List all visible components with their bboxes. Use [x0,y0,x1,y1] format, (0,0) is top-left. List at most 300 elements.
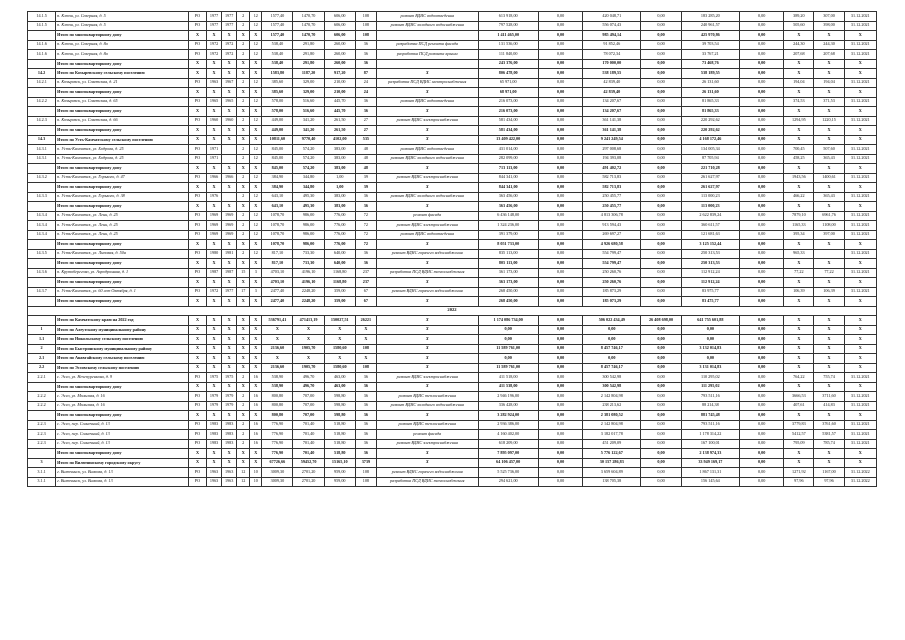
unit-cost-cell: X [784,325,814,335]
floors-cell: X [237,382,250,392]
address-cell: п. Усть-Камчатск, ул. Лени, д. 25 [56,221,189,231]
built-year-cell: X [207,240,222,250]
address-cell: с. Эссо, пер. Солнечный, д. 13 [56,439,189,449]
address-cell: г. Вилючинск, ул. Вилкова, д. 13 [56,477,189,487]
walls-cell: X [250,183,262,193]
max-unit-cost-cell: 414,83 [814,401,844,411]
work-type-cell: разработка ПСД ремонта фасада [376,40,478,50]
row-number-cell: 1 [28,325,56,335]
deadline-cell: X [844,316,876,326]
max-unit-cost-cell: X [814,363,844,373]
built-year-cell: 1980 [207,249,222,259]
table-row [28,477,877,487]
residents-cell: 48 [355,164,376,174]
residents-cell: 87 [355,69,376,79]
local-funds-cell: 0,00 [641,164,681,174]
floors-cell: 2 [237,401,250,411]
total-area-cell: 3009,30 [262,468,293,478]
floors-cell: 2 [237,192,250,202]
residents-cell: X [355,325,376,335]
built-year-cell: 1976 [207,192,222,202]
work-type-cell: X [376,259,478,269]
total-area-cell: 1078,70 [262,211,293,221]
total-area-cell: 449,00 [262,126,293,136]
owner-funds-cell: 221 710,28 [681,164,739,174]
roof-area-cell: 383,00 [324,164,355,174]
program-cell: X [188,259,206,269]
local-funds-cell: 0,00 [641,221,681,231]
roof-area-cell: 598,80 [324,401,355,411]
max-unit-cost-cell: X [814,354,844,364]
deadline-cell: 31.12.2021 [844,230,876,240]
work-type-cell: X [376,278,478,288]
unit-cost-cell: X [784,59,814,69]
walls-cell: 12 [250,50,262,60]
program-cell: X [188,316,206,326]
living-area-cell: 1470,70 [293,21,324,31]
other-funds-cell: 0,00 [740,230,784,240]
federal-funds-cell: 0,00 [538,31,582,41]
row-number-cell: 14.2 [28,69,56,79]
floors-cell: 2 [237,392,250,402]
commissioned-year-cell: 1972 [222,50,237,60]
commissioned-year-cell [222,145,237,155]
program-cell: РО [188,211,206,221]
local-funds-cell: 0,00 [641,240,681,250]
residents-cell: 108 [355,12,376,22]
subtotal-row [28,382,877,392]
total-cost-cell: 13 409 422,00 [478,135,538,145]
owner-funds-cell: 261 627,97 [681,183,739,193]
federal-funds-cell: 0,00 [538,268,582,278]
work-type-cell: X [376,411,478,421]
commissioned-year-cell: 1983 [222,420,237,430]
regional-funds-cell: 138 705,38 [583,477,641,487]
roof-area-cell: 210,00 [324,78,355,88]
program-cell: РО [188,97,206,107]
federal-funds-cell: 0,00 [538,78,582,88]
work-type-cell: разработка ПСД ремонта крыши [376,50,478,60]
unit-cost-cell: 965,33 [784,249,814,259]
unit-cost-cell: 458,25 [784,154,814,164]
residents-cell: 39 [355,173,376,183]
max-unit-cost-cell: X [814,411,844,421]
deadline-cell: 31.12.2021 [844,439,876,449]
max-unit-cost-cell: 207,68 [814,50,844,60]
residents-cell: 535 [355,135,376,145]
built-year-cell: 1979 [207,401,222,411]
deadline-cell: 31.12.2021 [844,50,876,60]
other-funds-cell: 0,00 [740,135,784,145]
federal-funds-cell: 0,00 [538,107,582,117]
subtotal-row [28,183,877,193]
deadline-cell: X [844,278,876,288]
walls-cell: X [250,126,262,136]
roof-area-cell: X [324,325,355,335]
row-number-cell: 2.1 [28,354,56,364]
regional-funds-cell: 491 402,72 [583,164,641,174]
owner-funds-cell: 112 912,24 [681,268,739,278]
living-area-cell: 496,70 [293,382,324,392]
owner-funds-cell: 81 865,33 [681,107,739,117]
total-cost-cell: 111 840,00 [478,50,538,60]
living-area-cell: 574,20 [293,154,324,164]
walls-cell: 16 [250,439,262,449]
roof-area-cell: 150027,51 [324,316,355,326]
subtotal-row [28,325,877,335]
residents-cell: 27 [355,126,376,136]
total-area-cell: 1577,40 [262,12,293,22]
deadline-cell: 31.12.2021 [844,211,876,221]
address-cell: Итого по многоквартирному дому [56,183,189,193]
address-cell: п. Ключи, ул. Северная, д. 8а [56,40,189,50]
roof-area-cell: 1,00 [324,173,355,183]
work-type-cell: ремонт ВДИС водоотведения [376,230,478,240]
total-area-cell: 776,90 [262,449,293,459]
living-area-cell: 344,80 [293,173,324,183]
local-funds-cell: 0,00 [641,449,681,459]
row-number-cell: 2.2.2 [28,392,56,402]
row-number-cell [28,240,56,250]
walls-cell: X [250,458,262,468]
other-funds-cell: 0,00 [740,287,784,297]
local-funds-cell: 0,00 [641,12,681,22]
deadline-cell: X [844,59,876,69]
unit-cost-cell: X [784,382,814,392]
total-cost-cell: 1 324 236,00 [478,221,538,231]
regional-funds-cell: 78 072,34 [583,50,641,60]
total-cost-cell: 835 113,00 [478,249,538,259]
total-area-cell: 800,80 [262,401,293,411]
unit-cost-cell: 395,34 [784,230,814,240]
walls-cell: X [250,59,262,69]
roof-area-cell: 640,00 [324,259,355,269]
built-year-cell: 1971 [207,145,222,155]
program-cell: X [188,240,206,250]
program-cell: X [188,344,206,354]
row-number-cell [28,449,56,459]
work-type-cell: X [376,202,478,212]
walls-cell: 12 [250,249,262,259]
unit-cost-cell: X [784,297,814,307]
local-funds-cell: 26 408 698,00 [641,316,681,326]
total-cost-cell: 0,00 [478,335,538,345]
deadline-cell: 31.12.2021 [844,12,876,22]
address-cell: с. Эссо, пер. Солнечный, д. 13 [56,420,189,430]
living-area-cell: 2248,20 [293,287,324,297]
address-cell: Итого по многоквартирному дому [56,164,189,174]
living-area-cell: 733,30 [293,249,324,259]
commissioned-year-cell: 1975 [222,373,237,383]
roof-area-cell: X [324,354,355,364]
deadline-cell: 31.12.2021 [844,145,876,155]
federal-funds-cell: 0,00 [538,477,582,487]
walls-cell: X [250,363,262,373]
total-cost-cell: 361 173,00 [478,268,538,278]
owner-funds-cell: 538 189,55 [681,69,739,79]
floors-cell: 2 [237,430,250,440]
unit-cost-cell: X [784,31,814,41]
work-type-cell: ремонт ВДИС холодного водоснабжения [376,192,478,202]
max-unit-cost-cell: X [814,202,844,212]
living-area-cell: 471413,19 [293,316,324,326]
work-type-cell: ремонт ВДИС холодного водоснабжения [376,154,478,164]
work-type-cell: X [376,344,478,354]
regional-funds-cell: 30 157 286,83 [583,458,641,468]
row-number-cell [28,59,56,69]
work-type-cell: X [376,135,478,145]
total-cost-cell: 5 525 736,00 [478,468,538,478]
other-funds-cell: 0,00 [740,259,784,269]
built-year-cell: X [207,69,222,79]
residents-cell: 36 [355,411,376,421]
max-unit-cost-cell: X [814,135,844,145]
regional-funds-cell: 42 839,40 [583,88,641,98]
built-year-cell: 1969 [207,221,222,231]
address-cell: п. Усть-Камчатск, ул. Лени, д. 25 [56,230,189,240]
program-cell: РО [188,173,206,183]
subtotal-row [28,316,877,326]
work-type-cell: ремонт ВДИС электроснабжения [376,116,478,126]
residents-cell: 108 [355,363,376,373]
other-funds-cell: 0,00 [740,50,784,60]
roof-area-cell: 260,00 [324,50,355,60]
residents-cell: 67 [355,297,376,307]
floors-cell: 2 [237,211,250,221]
floors-cell: X [237,363,250,373]
local-funds-cell: 0,00 [641,78,681,88]
residents-cell: X [355,335,376,345]
max-unit-cost-cell: X [814,259,844,269]
owner-funds-cell: 220 292,62 [681,116,739,126]
table-row [28,373,877,383]
address-cell: Итого по Алеутскому муниципальному району [56,325,189,335]
floors-cell: 2 [237,78,250,88]
floors-cell: X [237,325,250,335]
unit-cost-cell: X [784,335,814,345]
address-cell: п. Ключи, ул. Северная, д. 8а [56,50,189,60]
row-number-cell: 14.3.2 [28,173,56,183]
total-area-cell: 4703,10 [262,278,293,288]
regional-funds-cell: 238 213,62 [583,401,641,411]
floors-cell: 2 [237,145,250,155]
address-cell: Итого по многоквартирному дому [56,126,189,136]
max-unit-cost-cell: X [814,335,844,345]
federal-funds-cell: 0,00 [538,430,582,440]
address-cell: Итого по многоквартирному дому [56,297,189,307]
unit-cost-cell: 97,96 [784,477,814,487]
commissioned-year-cell [222,154,237,164]
program-cell: РО [188,40,206,50]
walls-cell: X [250,164,262,174]
total-area-cell: X [262,335,293,345]
federal-funds-cell: 0,00 [538,439,582,449]
federal-funds-cell: 0,00 [538,297,582,307]
commissioned-year-cell: X [222,88,237,98]
other-funds-cell: 0,00 [740,78,784,88]
local-funds-cell: 0,00 [641,69,681,79]
commissioned-year-cell: X [222,69,237,79]
owner-funds-cell: 250 313,53 [681,259,739,269]
total-area-cell: 1078,70 [262,240,293,250]
commissioned-year-cell: 1972 [222,40,237,50]
deadline-cell: 31.12.2021 [844,268,876,278]
program-cell: X [188,278,206,288]
floors-cell: 2 [237,249,250,259]
total-area-cell: 643,10 [262,192,293,202]
roof-area-cell: 518,80 [324,449,355,459]
table-row [28,468,877,478]
address-cell: п. Усть-Камчатск, ул. Бодрова, д. 25 [56,145,189,155]
living-area-cell: 1470,70 [293,31,324,41]
roof-area-cell: 260,00 [324,59,355,69]
work-type-cell: ремонт ВДИС горячего водоснабжения [376,287,478,297]
walls-cell: 12 [250,154,262,164]
unit-cost-cell: X [784,135,814,145]
row-number-cell: 14.3.6 [28,268,56,278]
regional-funds-cell: 582 713,83 [583,173,641,183]
regional-funds-cell: 582 713,83 [583,183,641,193]
program-cell: X [188,59,206,69]
deadline-cell: 31.12.2021 [844,173,876,183]
living-area-cell: X [293,354,324,364]
total-area-cell: 845,00 [262,154,293,164]
total-cost-cell: 581 434,00 [478,126,538,136]
floors-cell: X [237,278,250,288]
total-area-cell: 384,90 [262,173,293,183]
roof-area-cell: 776,00 [324,211,355,221]
living-area-cell: 574,20 [293,145,324,155]
roof-area-cell: 518,80 [324,420,355,430]
other-funds-cell: 0,00 [740,354,784,364]
local-funds-cell: 0,00 [641,50,681,60]
work-type-cell [376,59,478,69]
address-cell: Итого по Усть-Камчатскому сельскому поселению [56,135,189,145]
total-area-cell: 1583,80 [262,69,293,79]
commissioned-year-cell: X [222,202,237,212]
row-number-cell: 2.2.2 [28,401,56,411]
commissioned-year-cell: X [222,354,237,364]
max-unit-cost-cell: X [814,458,844,468]
deadline-cell: X [844,382,876,392]
work-type-cell: X [376,126,478,136]
federal-funds-cell: 0,00 [538,392,582,402]
other-funds-cell: 0,00 [740,40,784,50]
commissioned-year-cell: 1977 [222,21,237,31]
unit-cost-cell: 389,20 [784,12,814,22]
living-area-cell: 1905,70 [293,344,324,354]
row-number-cell: 2.2.3 [28,420,56,430]
total-cost-cell: 268 450,00 [478,287,538,297]
row-number-cell: 14.3.1 [28,154,56,164]
owner-funds-cell: 167 100,01 [681,439,739,449]
deadline-cell: 31.12.2021 [844,420,876,430]
deadline-cell: 31.12.2021 [844,249,876,259]
max-unit-cost-cell: X [814,325,844,335]
total-area-cell: 578,00 [262,107,293,117]
program-cell: X [188,202,206,212]
deadline-cell: X [844,164,876,174]
max-unit-cost-cell: X [814,240,844,250]
roof-area-cell: 463,00 [324,373,355,383]
local-funds-cell: 0,00 [641,40,681,50]
program-cell: X [188,183,206,193]
floors-cell: X [237,183,250,193]
max-unit-cost-cell: 3761,60 [814,420,844,430]
floors-cell: X [237,316,250,326]
work-type-cell: ремонт ВДИС электроснабжения [376,439,478,449]
deadline-cell: X [844,88,876,98]
other-funds-cell: 0,00 [740,183,784,193]
max-unit-cost-cell: 6961,76 [814,211,844,221]
local-funds-cell: 0,00 [641,287,681,297]
unit-cost-cell: X [784,126,814,136]
max-unit-cost-cell: 371,53 [814,97,844,107]
regional-funds-cell: 2 381 080,52 [583,411,641,421]
owner-funds-cell: 641 755 601,88 [681,316,739,326]
subtotal-row [28,259,877,269]
floors-cell: X [237,126,250,136]
walls-cell: 12 [250,230,262,240]
residents-cell: 36 [355,439,376,449]
built-year-cell: 1983 [207,439,222,449]
subtotal-row [28,88,877,98]
other-funds-cell: 0,00 [740,316,784,326]
roof-area-cell: 463,00 [324,382,355,392]
program-cell: РО [188,145,206,155]
regional-funds-cell: 0,00 [583,325,641,335]
built-year-cell: X [207,259,222,269]
living-area-cell: 733,30 [293,259,324,269]
deadline-cell: 31.12.2022 [844,477,876,487]
residents-cell: 108 [355,31,376,41]
federal-funds-cell: 0,00 [538,335,582,345]
floors-cell: X [237,297,250,307]
deadline-cell: 31.12.2021 [844,221,876,231]
living-area-cell: X [293,335,324,345]
floors-cell: 2 [237,12,250,22]
work-type-cell: ремонт фасада [376,211,478,221]
other-funds-cell: 0,00 [740,297,784,307]
deadline-cell: X [844,259,876,269]
address-cell: Итого по Эссовскому сельскому поселению [56,363,189,373]
work-type-cell: ремонт ВДИС горячего водоснабжения [376,249,478,259]
unit-cost-cell: 466,22 [784,192,814,202]
total-area-cell: 10811,60 [262,135,293,145]
total-cost-cell: 6 436 148,00 [478,211,538,221]
deadline-cell: X [844,183,876,193]
max-unit-cost-cell: X [814,344,844,354]
walls-cell: 12 [250,145,262,155]
local-funds-cell: 0,00 [641,211,681,221]
total-area-cell: 1078,70 [262,221,293,231]
deadline-cell: X [844,354,876,364]
subtotal-row [28,278,877,288]
other-funds-cell: 0,00 [740,430,784,440]
row-number-cell [28,107,56,117]
subtotal-row [28,344,877,354]
roof-area-cell: 383,00 [324,192,355,202]
subtotal-row [28,335,877,345]
roof-area-cell: 518,80 [324,439,355,449]
program-cell: РО [188,420,206,430]
local-funds-cell: 0,00 [641,420,681,430]
federal-funds-cell: 0,00 [538,154,582,164]
federal-funds-cell: 0,00 [538,21,582,31]
other-funds-cell: 0,00 [740,154,784,164]
total-cost-cell: 797 528,00 [478,21,538,31]
walls-cell: 10 [250,468,262,478]
